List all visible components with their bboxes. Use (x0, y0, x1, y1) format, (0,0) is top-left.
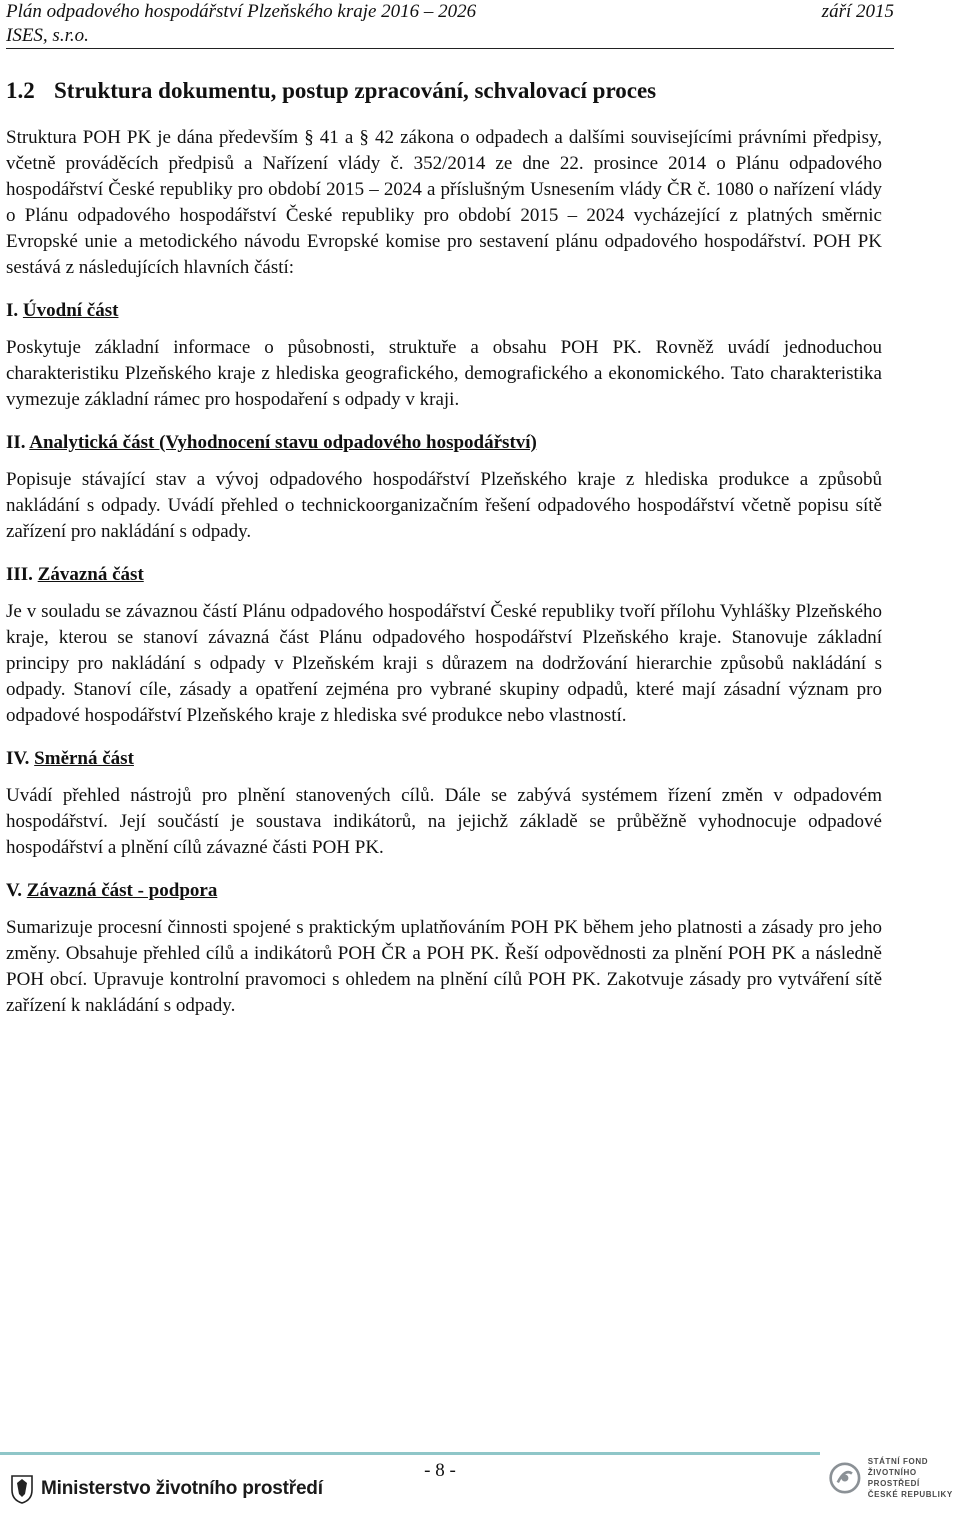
part-numeral: V. (6, 880, 23, 901)
part-description: Poskytuje základní informace o působnosti, struktuře a obsahu POH PK. Rovněž uvádí jednoduchou charakteristiku Plzeňského kraje z hlediska geografického, demografického a ekonomického. Tato charakteristika vymezuje základní rámec pro hospodaření s odpady v kraji. (6, 337, 882, 410)
document-date: září 2015 (821, 1, 894, 22)
intro-paragraph: Struktura POH PK je dána především § 41 a § 42 zákona o odpadech a dalšími souvisejícími právními předpisy, včetně prováděcích předpisů a Nařízení vlády č. 352/2014 ze dne 22. prosince 2014 o Plánu odpadového hospodářství České republiky pro období 2015 – 2024 a příslušným Usnesením vlády ČR č. 1080 o nařízení vlády o Plánu odpadového hospodářství České republiky pro období 2015 – 2024 vycházející z platných směrnic Evropské unie a metodického návodu Evropské komise pro sestavení plánu odpadového hospodářství. POH PK sestává z následujících hlavních částí: (6, 127, 882, 278)
part-title: Úvodní část (22, 300, 119, 321)
fund-logo (828, 1456, 960, 1500)
part-title: Závazná část - podpora (26, 880, 218, 901)
part-numeral: IV. (6, 748, 30, 769)
section-heading (6, 76, 882, 106)
document-title: Plán odpadového hospodářství Plzeňského kraje 2016 – 2026 (6, 1, 477, 22)
page-header (6, 0, 894, 49)
document-part (6, 298, 882, 413)
header-row (6, 0, 894, 24)
part-numeral: III. (6, 564, 33, 585)
part-numeral: II. (6, 432, 26, 453)
footer-line (0, 1452, 820, 1455)
document-parts (6, 298, 882, 1019)
part-description: Sumarizuje procesní činnosti spojené s praktickým uplatňováním POH PK během jeho platnosti a zásady pro jeho změny. Obsahuje přehled cílů a indikátorů POH ČR a POH PK. Řeší odpovědnosti za plnění POH PK a následně POH obcí. Upravuje kontrolní pravomoci s ohledem na plnění cílů POH PK. Zakotvuje zásady pro vytváření sítě zařízení k nakládání s odpady. (6, 917, 882, 1016)
page-content (6, 76, 882, 1019)
fund-mark-icon (828, 1459, 862, 1497)
fund-line-1: STÁTNÍ FOND (867, 1457, 929, 1466)
part-description: Popisuje stávající stav a vývoj odpadového hospodářství Plzeňského kraje z hlediska produkce a způsobů nakládání s odpady. Uvádí přehled o technickoorganizačním řešení odpadového hospodářství včetně popisu sítě zařízení pro nakládání s odpady. (6, 469, 882, 542)
part-title: Analytická část (Vyhodnocení stavu odpadového hospodářství) (29, 432, 537, 453)
document-part (6, 430, 882, 545)
company-name: ISES, s.r.o. (6, 25, 89, 46)
document-part (6, 878, 882, 1019)
part-heading (6, 430, 882, 456)
part-title: Směrná část (34, 748, 134, 769)
fund-line-3: ČESKÉ REPUBLIKY (867, 1490, 953, 1499)
part-heading (6, 878, 882, 904)
section-number: 1.2 (6, 78, 35, 103)
page-footer (0, 1444, 960, 1514)
document-part (6, 746, 882, 861)
section-title: Struktura dokumentu, postup zpracování, schvalovací proces (54, 78, 657, 103)
part-description: Je v souladu se závaznou částí Plánu odpadového hospodářství České republiky tvoří přílohu Vyhlášky Plzeňského kraje, kterou se stanoví závazná část Plánu odpadového hospodářství Plzeňského kraje. Stanovuje základní principy pro nakládání s odpady v Plzeňském kraji s důrazem na dodržování hierarchie způsobů nakládání s odpady. Stanoví cíle, zásady a opatření zejména pro vybrané skupiny odpadů, které mají zásadní význam pro odpadové hospodářství Plzeňského kraje z hlediska své produkce nebo vlastností. (6, 601, 882, 726)
document-part (6, 562, 882, 729)
ministry-name: Ministerstvo životního prostředí (41, 1478, 323, 1499)
part-numeral: I. (6, 300, 19, 321)
part-heading (6, 746, 882, 772)
part-heading (6, 298, 882, 324)
part-heading (6, 562, 882, 588)
part-title: Závazná část (37, 564, 144, 585)
fund-line-2: ŽIVOTNÍHO PROSTŘEDÍ (867, 1468, 920, 1488)
fund-name (868, 1456, 960, 1500)
part-description: Uvádí přehled nástrojů pro plnění stanovených cílů. Dále se zabývá systémem řízení změn v odpadovém hospodářství. Její součástí je soustava indikátorů, na jejichž základě se průběžně vyhodnocuje odpadové hospodářství a plnění cílů závazné části POH PK. (6, 785, 882, 858)
page-number: - 8 - (424, 1460, 456, 1481)
